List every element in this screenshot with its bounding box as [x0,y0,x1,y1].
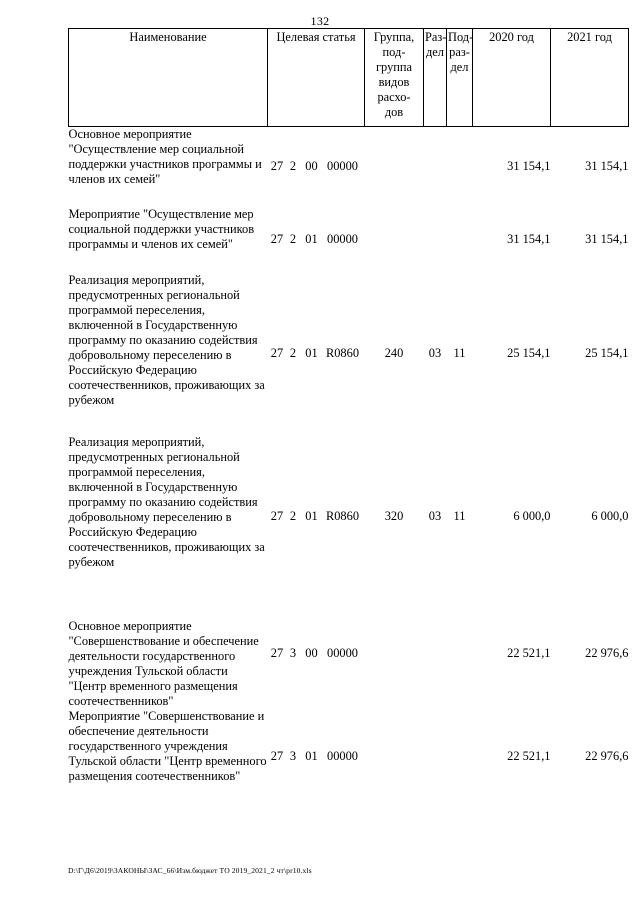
cs-direction: R0860 [325,346,360,360]
cs-program: 27 [270,232,284,246]
row-name: Реализация мероприятий, предусмотренных региональной программой переселения, включенной в Государственную программу по оказанию содействия добровольному переселению в Российскую Федерацию соотечественников, проживающих за рубежом [68,434,265,569]
cs-program: 27 [270,346,284,360]
cs-event: 01 [305,509,318,523]
row-subsection [447,127,473,207]
header-year-2020: 2020 год [473,29,551,127]
row-section [424,709,447,805]
row-section: 03 [428,509,442,523]
row-value-2021: 31 154,1 [585,232,629,246]
cs-event: 01 [305,232,318,246]
cs-subprogram: 3 [289,646,297,660]
cs-direction: R0860 [325,509,360,523]
row-subsection: 11 [453,509,466,523]
row-group: 320 [384,509,404,523]
cs-subprogram: 2 [289,509,297,523]
budget-table-sheet [68,28,628,805]
header-section [424,29,447,127]
row-name: Основное мероприятие "Совершенствование и обеспечение деятельности государственного учреждения Тульской области "Центр временного размещения соотечественников" [68,618,259,708]
row-target-article [268,599,365,709]
header-group-line: группа [375,60,413,74]
header-subsection-line: раз- [449,45,470,59]
row-section: 03 [428,346,442,360]
header-subsection-line: дел [450,60,469,74]
cs-subprogram: 2 [289,232,297,246]
header-group-line: видов [378,75,410,89]
header-target-article: Целевая статья [268,29,365,127]
row-section [424,599,447,709]
header-section-line: дел [426,45,444,59]
cs-event: 01 [305,749,318,763]
row-group [365,207,424,273]
row-value-2020: 22 521,1 [507,749,551,763]
row-value-2020: 31 154,1 [507,159,551,174]
row-name: Основное мероприятие "Осуществление мер социальной поддержки участников программы и членов их семей" [68,127,262,186]
row-target-article [268,127,365,207]
row-value-2020: 22 521,1 [507,646,551,660]
header-group-line: под- [382,45,406,59]
row-value-2020: 25 154,1 [507,346,551,360]
header-name: Наименование [69,29,268,127]
row-value-2021: 31 154,1 [585,159,629,174]
table-row [69,273,629,435]
row-subsection [447,599,473,709]
budget-table [68,28,629,805]
header-group-line: дов [384,105,404,119]
row-target-article [268,273,365,435]
row-subsection [447,709,473,805]
row-section [424,127,447,207]
row-group [365,127,424,207]
table-row [69,709,629,805]
row-value-2021: 25 154,1 [585,346,629,360]
row-value-2021: 22 976,6 [585,646,629,660]
cs-direction: 00000 [327,159,358,174]
cs-subprogram: 2 [289,346,297,360]
row-name: Мероприятие "Осуществление мер социальной поддержки участников программы и членов их семей" [68,206,255,251]
row-subsection: 11 [453,346,466,360]
header-group-line: Группа, [373,30,415,44]
cs-event: 00 [305,646,318,660]
row-target-article [268,207,365,273]
cs-event: 00 [305,159,318,174]
header-section-line: Раз- [425,30,447,44]
row-name: Реализация мероприятий, предусмотренных региональной программой переселения, включенной в Государственную программу по оказанию содействия добровольному переселению в Российскую Федерацию соотечественников, проживающих за рубежом [68,272,265,407]
table-header-row [69,29,629,127]
header-subsection-line: Под- [448,30,474,44]
header-group [365,29,424,127]
cs-subprogram: 2 [289,159,297,174]
row-group [365,599,424,709]
row-value-2021: 6 000,0 [591,509,629,523]
cs-program: 27 [270,509,284,523]
cs-direction: 00000 [327,232,358,246]
cs-event: 01 [305,346,318,360]
row-value-2020: 31 154,1 [507,232,551,246]
table-row [69,599,629,709]
header-subsection [447,29,473,127]
cs-program: 27 [270,159,284,174]
cs-program: 27 [270,646,284,660]
row-group [365,709,424,805]
cs-direction: 00000 [327,749,358,763]
cs-direction: 00000 [327,646,358,660]
header-year-2021: 2021 год [551,29,629,127]
header-group-line: расхо- [377,90,411,104]
row-name: Мероприятие "Совершенствование и обеспечение деятельности государственного учреждения Тульской области "Центр временного размещения соотечественников" [68,708,267,783]
table-row [69,435,629,599]
table-row [69,127,629,207]
cs-program: 27 [270,749,284,763]
row-section [424,207,447,273]
footer-file-path: D:\Г\Д6\2019\ЗАКОНЫ\ЗАС_66\Изм.бюджет ТО 2019_2021_2 чт\pr10.xls [68,866,312,875]
page-number: 132 [310,14,330,28]
row-target-article [268,435,365,599]
row-subsection [447,207,473,273]
row-value-2020: 6 000,0 [513,509,551,523]
row-value-2021: 22 976,6 [585,749,629,763]
cs-subprogram: 3 [289,749,297,763]
table-row [69,207,629,273]
row-group: 240 [384,346,404,360]
row-target-article [268,709,365,805]
